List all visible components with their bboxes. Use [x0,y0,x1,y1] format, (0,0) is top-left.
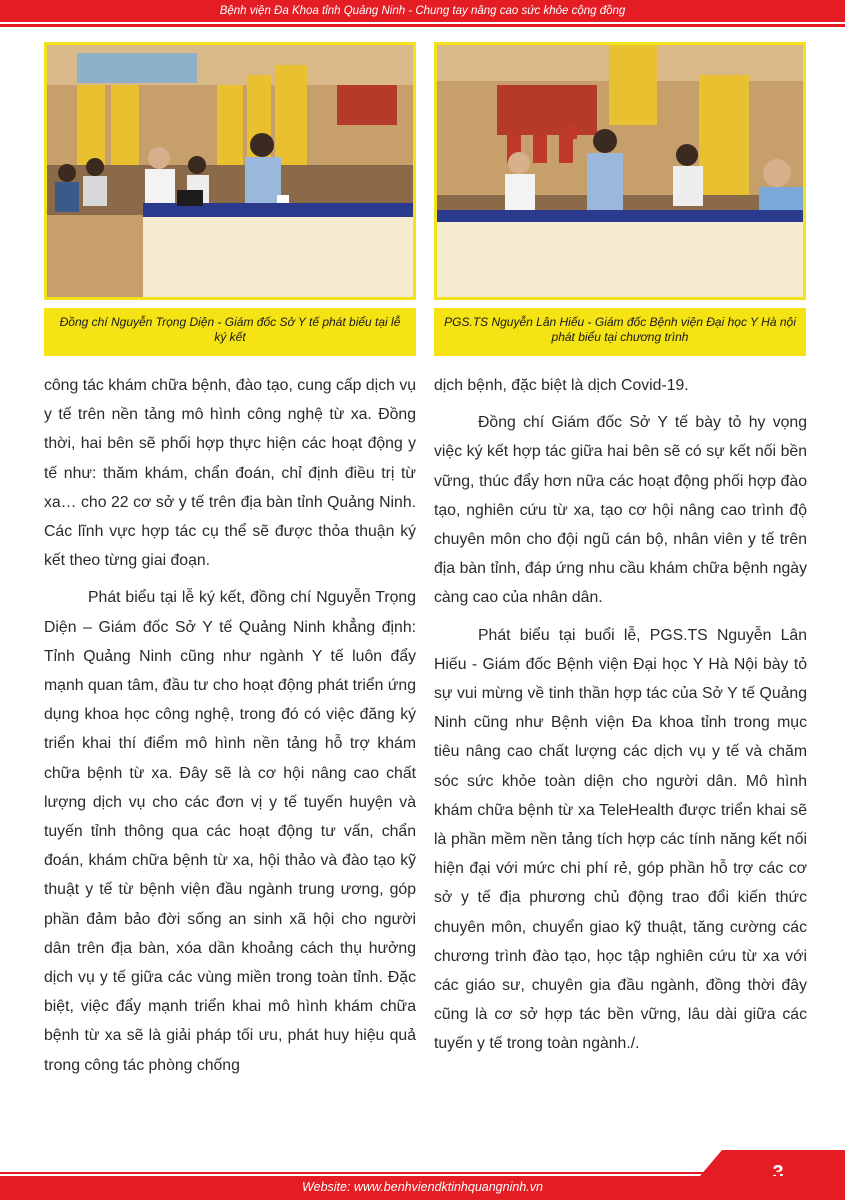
footer-bar [0,1176,845,1200]
footer-rule [0,1172,845,1174]
header-bar [0,0,845,22]
paragraph: Phát biểu tại buổi lễ, PGS.TS Nguyễn Lân Hiếu - Giám đốc Bệnh viện Đại học Y Hà Nội bày tỏ sự vui mừng về tinh thần hợp tác của Sở Y tế Quảng Ninh cũng như Bệnh viện Đa khoa tỉnh trong mục tiêu nâng cao chất lượng các dịch vụ y tế và chăm sóc sức khỏe toàn diện cho người dân. Mô hình khám chữa bệnh từ xa TeleHealth được triển khai sẽ là phần mềm nền tảng tích hợp các tính năng kết nối hiện đại với mức chi phí rẻ, góp phần hỗ trợ các cơ sở y tế địa phương chủ động trao đổi kiến thức chuyên môn, chuyển giao kỹ thuật, tăng cường các chương trình đào tạo, học tập nghiên cứu từ xa với các giáo sư, chuyên gia đầu ngành, đồng thời đây cũng là cơ sở hợp tác bền vững, lâu dài giữa các tuyến y tế trong toàn ngành./. [434,626,807,1053]
photo-right-image [437,45,803,297]
paragraph: công tác khám chữa bệnh, đào tạo, cung cấp dịch vụ y tế trên nền tảng mô hình công nghệ từ xa. Đồng thời, hai bên sẽ phối hợp thực hiện các hoạt động y tế như: thăm khám, chẩn đoán, chỉ định điều trị từ xa… cho 22 cơ sở y tế trên địa bàn tỉnh Quảng Ninh. Các lĩnh vực hợp tác cụ thể sẽ được thỏa thuận ký kết theo từng giai đoạn. [44,377,416,570]
header-tagline: Bệnh viện Đa Khoa tỉnh Quảng Ninh - Chung tay nâng cao sức khỏe cộng đồng [219,5,626,17]
photo-right [434,42,806,300]
paragraph: Phát biểu tại lễ ký kết, đồng chí Nguyễn Trọng Diện – Giám đốc Sở Y tế Quảng Ninh khẳng định: Tỉnh Quảng Ninh cũng như ngành Y tế luôn đẩy mạnh quan tâm, đầu tư cho hoạt động phát triển ứng dụng khoa học công nghệ, trong đó có việc đăng ký triển khai thí điểm mô hình nền tảng hỗ trợ khám chữa bệnh từ xa. Đây sẽ là cơ hội nâng cao chất lượng dịch vụ cho các đơn vị y tế tuyến huyện và tuyến tỉnh thông qua các hoạt động tư vấn, chẩn đoán, khám chữa bệnh từ xa, hội thảo và đào tạo kỹ thuật y tế từ bệnh viện đầu ngành trung ương, góp phần đảm bảo đời sống an sinh xã hội cho người dân trên địa bàn, xóa dần khoảng cách thụ hưởng dịch vụ y tế giữa các vùng miền trong toàn tỉnh. Đặc biệt, việc đẩy mạnh triển khai mô hình khám chữa bệnh từ xa sẽ là giải pháp tối ưu, phát huy hiệu quả trong công tác phòng chống [44,589,416,1074]
photo-left-caption: Đồng chí Nguyễn Trọng Diện - Giám đốc Sở Y tế phát biểu tại lễ ký kết [44,308,416,356]
photo-right-caption: PGS.TS Nguyễn Lân Hiếu - Giám đốc Bệnh viện Đại học Y Hà nội phát biểu tại chương trình [434,308,806,356]
article-column-right [434,371,807,1059]
header-rule [0,24,845,27]
footer-website: Website: www.benhviendktinhquangninh.vn [302,1180,543,1194]
paragraph: dịch bệnh, đặc biệt là dịch Covid-19. [434,377,689,394]
paragraph: Đồng chí Giám đốc Sở Y tế bày tỏ hy vọng việc ký kết hợp tác giữa hai bên sẽ có sự kết nối bền vững, thúc đẩy hơn nữa các hoạt động phối hợp đào tạo, nghiên cứu từ xa, tạo cơ hội nâng cao trình độ chuyên môn cho đội ngũ cán bộ, nhân viên y tế trên địa bàn tỉnh, đáp ứng nhu cầu khám chữa bệnh ngày càng cao của nhân dân. [434,414,807,607]
photo-left-image [47,45,413,297]
photo-left [44,42,416,300]
article-column-left [44,371,416,1080]
